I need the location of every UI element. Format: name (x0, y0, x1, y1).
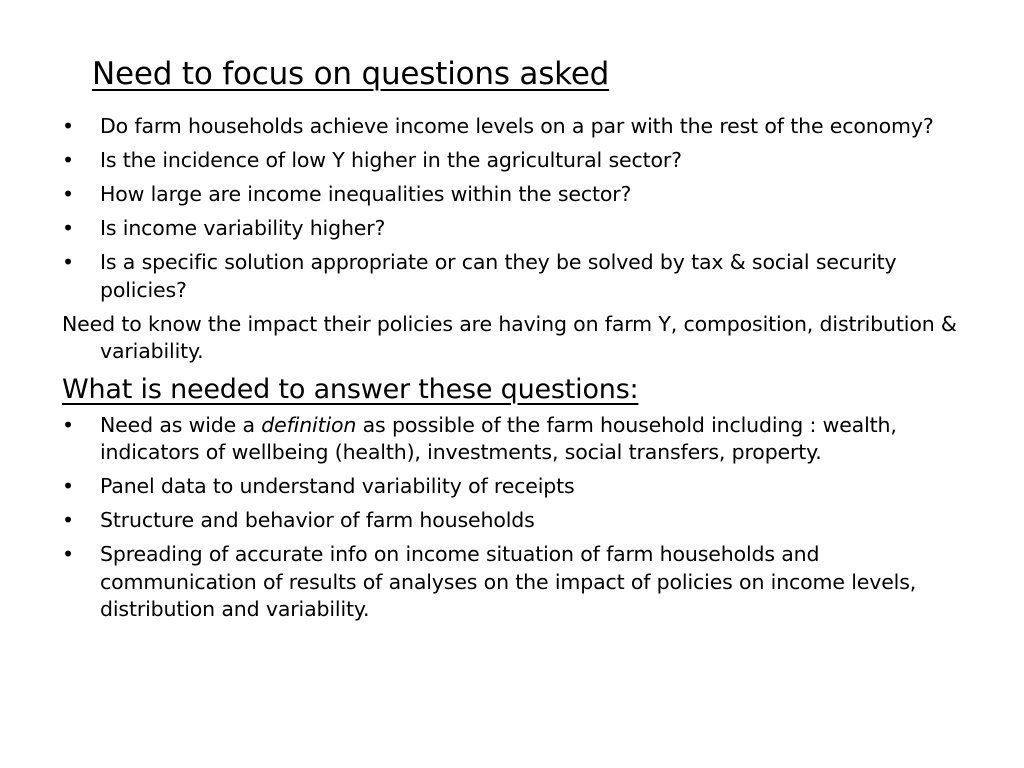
slide-body (62, 113, 982, 630)
need-item-definition (62, 412, 982, 467)
question-text: Do farm households achieve income levels on a par with the rest of the economy? (100, 114, 934, 138)
need-text: Spreading of accurate info on income situation of farm households and communication of results of analyses on the impact of policies on income levels, distribution and variability. (100, 542, 917, 621)
bullet-icon: • (62, 216, 74, 240)
question-item (62, 147, 982, 175)
bullet-icon: • (62, 182, 74, 206)
question-text: How large are income inequalities within the sector? (100, 182, 632, 206)
need-item (62, 507, 982, 535)
question-item (62, 215, 982, 243)
bullet-icon: • (62, 542, 74, 566)
need-text-after: as possible of the farm household including : wealth, indicators of wellbeing (health), investments, social transfers, property. (100, 412, 897, 464)
question-text: Is income variability higher? (100, 216, 386, 240)
question-item (62, 113, 982, 141)
need-text-before: Need as wide a (100, 412, 262, 437)
need-statement: Need to know the impact their policies are having on farm Y, composition, distribution & variability. (62, 311, 957, 363)
section-subheading: What is needed to answer these questions: (62, 373, 639, 405)
need-item (62, 473, 982, 501)
need-item (62, 541, 982, 624)
question-item (62, 181, 982, 209)
bullet-icon: • (62, 148, 74, 172)
need-text-italic: definition (261, 412, 357, 437)
need-text: Panel data to understand variability of receipts (100, 474, 575, 498)
question-item (62, 249, 982, 304)
bullet-icon: • (62, 250, 74, 274)
bullet-icon: • (62, 508, 74, 532)
bullet-icon: • (62, 474, 74, 498)
bullet-icon: • (62, 114, 74, 138)
question-text: Is a specific solution appropriate or can they be solved by tax & social security policies? (100, 250, 897, 302)
slide-title: Need to focus on questions asked (92, 56, 610, 92)
bullet-icon: • (62, 412, 74, 437)
need-text: Structure and behavior of farm households (100, 508, 535, 532)
question-text: Is the incidence of low Y higher in the agricultural sector? (100, 148, 682, 172)
